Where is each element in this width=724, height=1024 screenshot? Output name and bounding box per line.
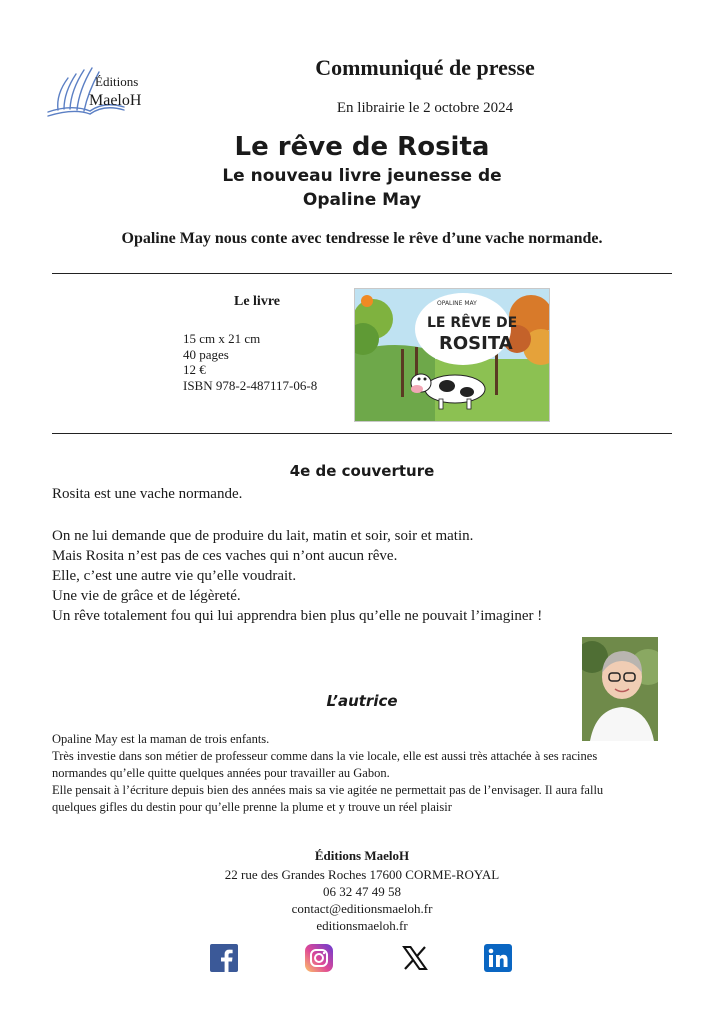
book-subtitle-line1: Le nouveau livre jeunesse de — [222, 166, 502, 186]
publisher-name: Éditions MaeloH — [314, 848, 410, 863]
back-cover-line: Elle, c’est une autre vie qu’elle voudrait. — [52, 568, 297, 584]
publisher-phone: 06 32 47 49 58 — [323, 884, 401, 899]
back-cover-heading: 4e de couverture — [289, 462, 435, 480]
book-details-heading: Le livre — [233, 294, 280, 309]
author-heading: L’autrice — [326, 692, 398, 710]
back-cover-line: Mais Rosita n’est pas de ces vaches qui n’ont aucun rêve. — [52, 548, 398, 564]
book-pages: 40 pages — [183, 347, 229, 362]
publisher-website-link[interactable]: editionsmaeloh.fr — [316, 918, 408, 933]
author-bio-line: Elle pensait à l’écriture depuis bien des années mais sa vie agitée ne permettait pas de l’envisager. Il aura fallu — [52, 783, 604, 797]
linkedin-icon[interactable] — [484, 944, 512, 972]
cover-title-line1: LE RÊVE DE — [427, 315, 518, 331]
publisher-address: 22 rue des Grandes Roches 17600 CORME-ROYAL — [224, 867, 500, 882]
back-cover-line: On ne lui demande que de produire du lait, matin et soir, soir et matin. — [52, 528, 474, 544]
book-subtitle-line2: Opaline May — [302, 190, 422, 210]
book-cover-image — [354, 288, 550, 422]
author-photo — [582, 637, 658, 741]
release-date: En librairie le 2 octobre 2024 — [336, 100, 514, 116]
author-bio-line: quelques gifles du destin pour qu’elle prenne la plume et y trouve un réel plaisir — [52, 800, 452, 814]
back-cover-line: Une vie de grâce et de légèreté. — [52, 588, 241, 604]
x-twitter-icon[interactable] — [401, 944, 429, 972]
back-cover-line: Un rêve totalement fou qui lui apprendra bien plus qu’elle ne pouvait l’imaginer ! — [52, 608, 543, 624]
logo-text-maeloh: MaeloH — [89, 92, 142, 109]
book-title: Le rêve de Rosita — [234, 132, 490, 162]
book-price: 12 € — [183, 362, 206, 377]
divider-top — [52, 273, 672, 274]
cover-title-line2: ROSITA — [439, 333, 513, 354]
author-bio-line: normandes qu’elle quitte quelques années pour travailler au Gabon. — [52, 766, 390, 780]
publisher-email-link[interactable]: contact@editionsmaeloh.fr — [291, 901, 433, 916]
cover-author-text: OPALINE MAY — [437, 300, 477, 307]
author-bio-line: Opaline May est la maman de trois enfants. — [52, 732, 270, 746]
back-cover-line: Rosita est une vache normande. — [52, 486, 243, 502]
logo-text-editions: Éditions — [95, 74, 139, 89]
instagram-icon[interactable] — [305, 944, 333, 972]
press-release-title: Communiqué de presse — [315, 55, 535, 80]
book-isbn: ISBN 978-2-487117-06-8 — [183, 378, 318, 393]
author-bio-line: Très investie dans son métier de professeur comme dans la vie locale, elle est aussi très attachée à ses racines — [52, 749, 598, 763]
book-size: 15 cm x 21 cm — [183, 331, 261, 346]
facebook-icon[interactable] — [210, 944, 238, 972]
book-tagline: Opaline May nous conte avec tendresse le rêve d’une vache normande. — [121, 230, 603, 247]
divider-bottom — [52, 433, 672, 434]
